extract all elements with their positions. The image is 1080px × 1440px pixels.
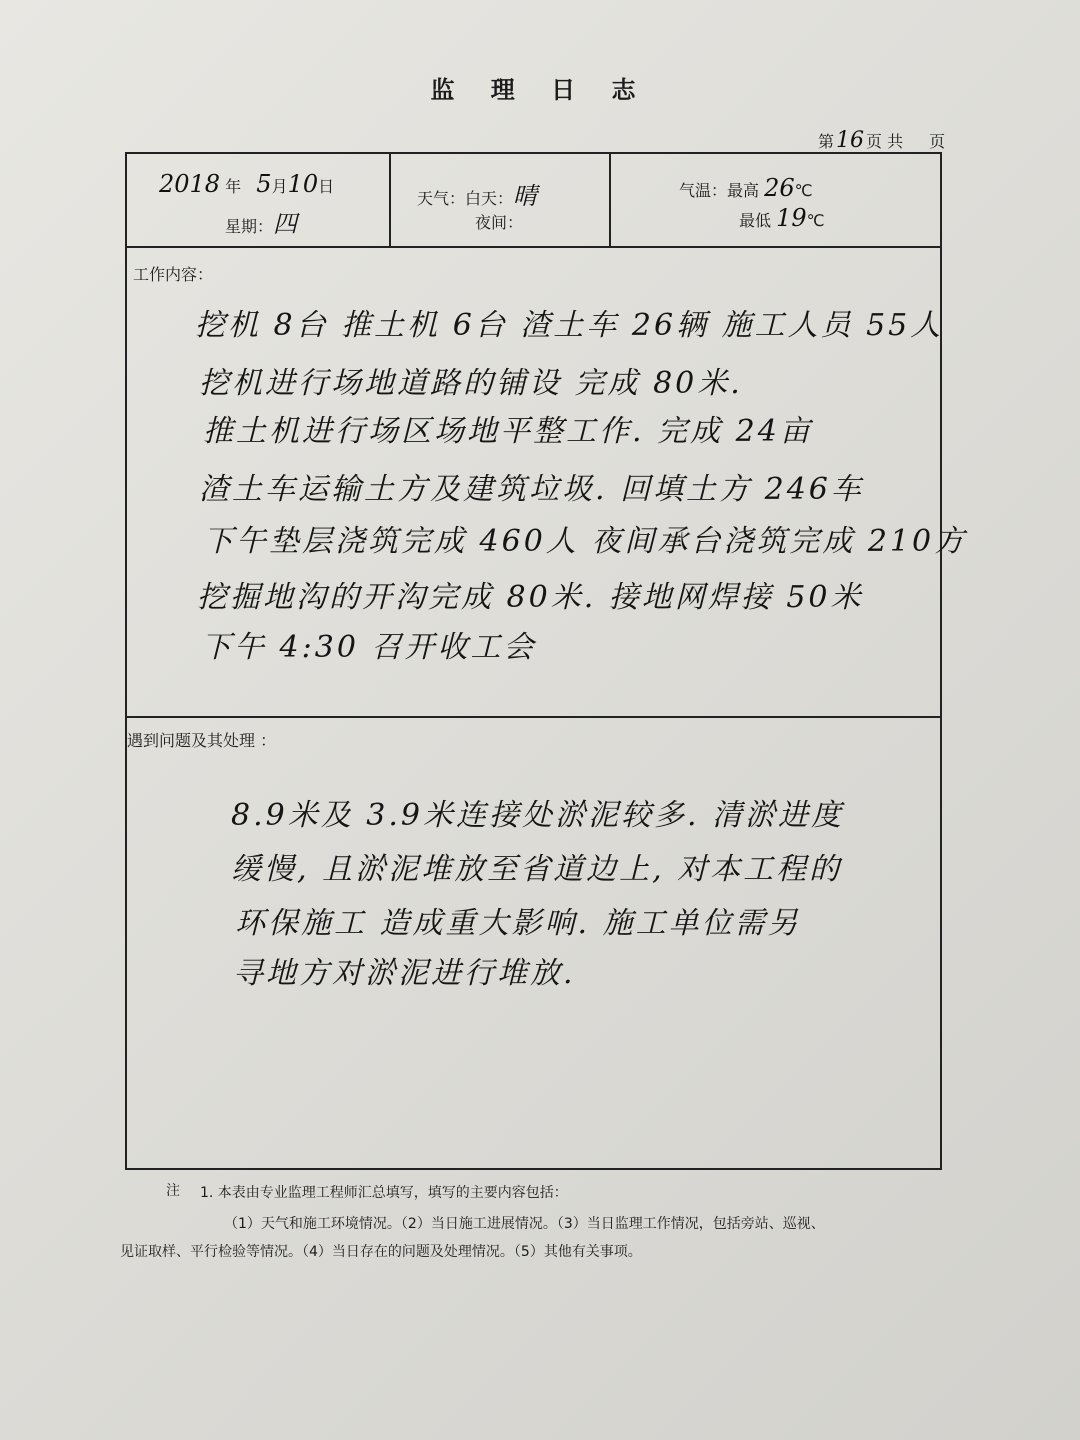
high-label: 最高: [727, 181, 760, 200]
problem-line: 环保施工 造成重大影响. 施工单位需另: [235, 906, 801, 941]
low-value: 19: [776, 204, 807, 232]
work-line: 渣土车运输土方及建筑垃圾. 回填土方 246车: [199, 472, 864, 507]
page-number-value: 16: [836, 128, 865, 153]
problem-line: 寻地方对淤泥进行堆放.: [233, 956, 576, 991]
day-label: 日: [318, 177, 335, 196]
temp-unit: ℃: [794, 181, 813, 200]
temp-low-field: [739, 204, 825, 232]
page-title: 监 理 日 志: [430, 76, 650, 104]
low-label: 最低: [739, 211, 772, 230]
notes-line-1: 1. 本表由专业监理工程师汇总填写，填写的主要内容包括：: [200, 1185, 568, 1201]
notes-prefix: 注: [166, 1183, 180, 1199]
work-line: 推土机进行场区场地平整工作. 完成 24亩: [203, 414, 813, 449]
daytime-weather: 晴: [513, 182, 538, 210]
log-form: [125, 152, 968, 1170]
problem-line: 8.9米及 3.9米连接处淤泥较多. 清淤进度: [231, 798, 845, 833]
work-line: 挖机进行场地道路的铺设 完成 80米.: [199, 366, 743, 401]
problems-divider: [127, 716, 940, 718]
weekday-label: 星期：: [225, 217, 274, 236]
page-suffix: 页: [929, 132, 946, 151]
problem-line: 缓慢, 且淤泥堆放至省道边上, 对本工程的: [231, 852, 843, 887]
header-row: [127, 154, 940, 248]
problems-heading: 遇到问题及其处理 ：: [127, 731, 277, 750]
day-value: 10: [287, 170, 319, 198]
work-line: 下午垫层浇筑完成 460人 夜间承台浇筑完成 210方: [203, 524, 968, 559]
date-field: [159, 170, 334, 198]
work-line: 挖掘地沟的开沟完成 80米. 接地网焊接 50米: [197, 580, 864, 615]
month-label: 月: [271, 177, 288, 196]
work-line: 下午 4:30 召开收工会: [201, 630, 537, 665]
temp-unit: ℃: [806, 211, 825, 230]
weather-night-field: [475, 206, 523, 234]
page-middle: 页 共: [866, 132, 904, 151]
work-heading: 工作内容：: [133, 265, 214, 284]
night-label: 夜间：: [475, 213, 524, 232]
page-number: [818, 128, 945, 153]
page-prefix: 第: [818, 132, 835, 151]
weekday-field: [225, 204, 297, 239]
work-line: 挖机 8台 推土机 6台 渣土车 26辆 施工人员 55人: [195, 308, 944, 343]
high-value: 26: [764, 174, 795, 202]
notes-line-3: 见证取样、平行检验等情况。（4）当日存在的问题及处理情况。（5）其他有关事项。: [120, 1244, 642, 1260]
temp-high-field: [679, 174, 813, 202]
weekday-value: 四: [273, 210, 298, 238]
month-value: 5: [256, 170, 272, 198]
daytime-label: 白天：: [465, 189, 514, 208]
notes-line-2: （1）天气和施工环境情况。（2）当日施工进展情况。（3）当日监理工作情况，包括旁站、巡视、: [224, 1216, 825, 1232]
weather-label: 天气：: [417, 189, 466, 208]
year-label: 年: [225, 177, 242, 196]
year-value: 2018: [159, 170, 221, 198]
temp-label: 气温：: [679, 181, 728, 200]
